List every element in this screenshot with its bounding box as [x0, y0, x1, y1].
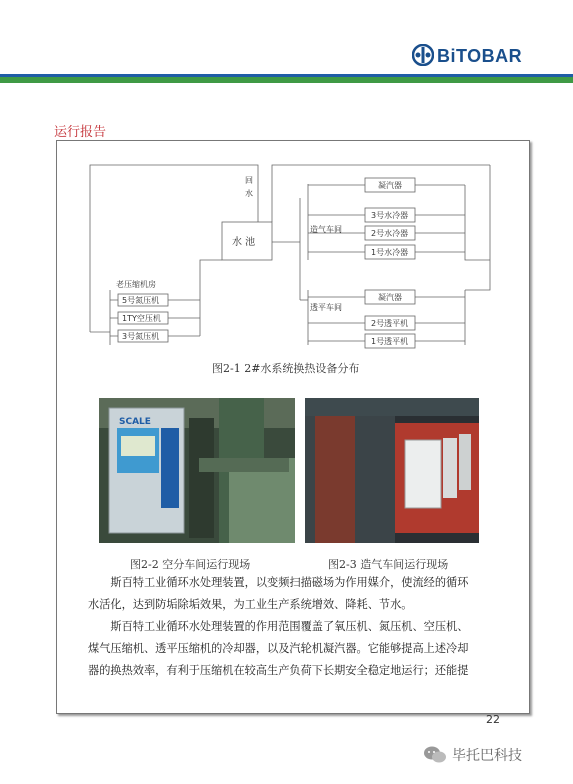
wechat-icon: [423, 745, 447, 765]
gasification-site-photo: [305, 398, 479, 543]
compressor-room-label: 老压缩机房: [116, 280, 156, 289]
flat-unit-label: 1号透平机: [371, 337, 409, 346]
flat-unit-label: 2号透平机: [371, 319, 409, 328]
header-band-green: [0, 77, 573, 83]
return-label-2: 水: [245, 189, 253, 198]
gas-unit-label: 2号水冷器: [371, 229, 409, 238]
paragraph-line: 水活化，达到防垢除垢效果，为工业生产系统增效、降耗、节水。: [88, 598, 413, 611]
pool-label: 水 池: [232, 237, 256, 248]
device-brand-label: SCALE: [119, 417, 151, 427]
gas-unit-label: 凝汽器: [378, 181, 402, 190]
paragraph-line: 斯百特工业循环水处理装置的作用范围覆盖了氧压机、氮压机、空压机、: [110, 620, 469, 633]
paragraph-line: 斯百特工业循环水处理装置，以变频扫描磁场为作用媒介，使流经的循环: [110, 576, 469, 589]
air-separation-site-photo: [99, 398, 295, 543]
flat-unit-label: 凝汽器: [378, 293, 402, 302]
gas-workshop-label: 造气车间: [310, 225, 342, 234]
gas-unit-label: 3号水冷器: [371, 211, 409, 220]
figure-3-caption: 图2-3 造气车间运行现场: [328, 558, 449, 571]
return-label-1: 回: [245, 176, 253, 185]
section-title: 运行报告: [54, 125, 107, 140]
page-number: 22: [486, 713, 500, 726]
compressor-unit-label: 1TY空压机: [122, 314, 161, 323]
watermark-text: 毕托巴科技: [452, 748, 522, 764]
water-system-diagram: [80, 150, 500, 350]
bitobar-logo-icon: [412, 44, 434, 66]
paragraph-line: 器的换热效率，有利于压缩机在较高生产负荷下长期安全稳定地运行；还能提: [88, 664, 469, 677]
gas-unit-label: 1号水冷器: [371, 248, 409, 257]
body-text: [88, 572, 508, 682]
compressor-unit-label: 3号氮压机: [122, 332, 160, 341]
brand-name: BiTOBAR: [437, 46, 523, 66]
compressor-unit-label: 5号氮压机: [122, 296, 160, 305]
figure-2-caption: 图2-2 空分车间运行现场: [130, 558, 251, 571]
flat-workshop-label: 透平车间: [310, 303, 342, 312]
figure-1-caption: 图2-1 2#水系统换热设备分布: [212, 362, 360, 375]
paragraph-line: 煤气压缩机、透平压缩机的冷却器，以及汽轮机凝汽器。它能够提高上述冷却: [88, 642, 469, 655]
